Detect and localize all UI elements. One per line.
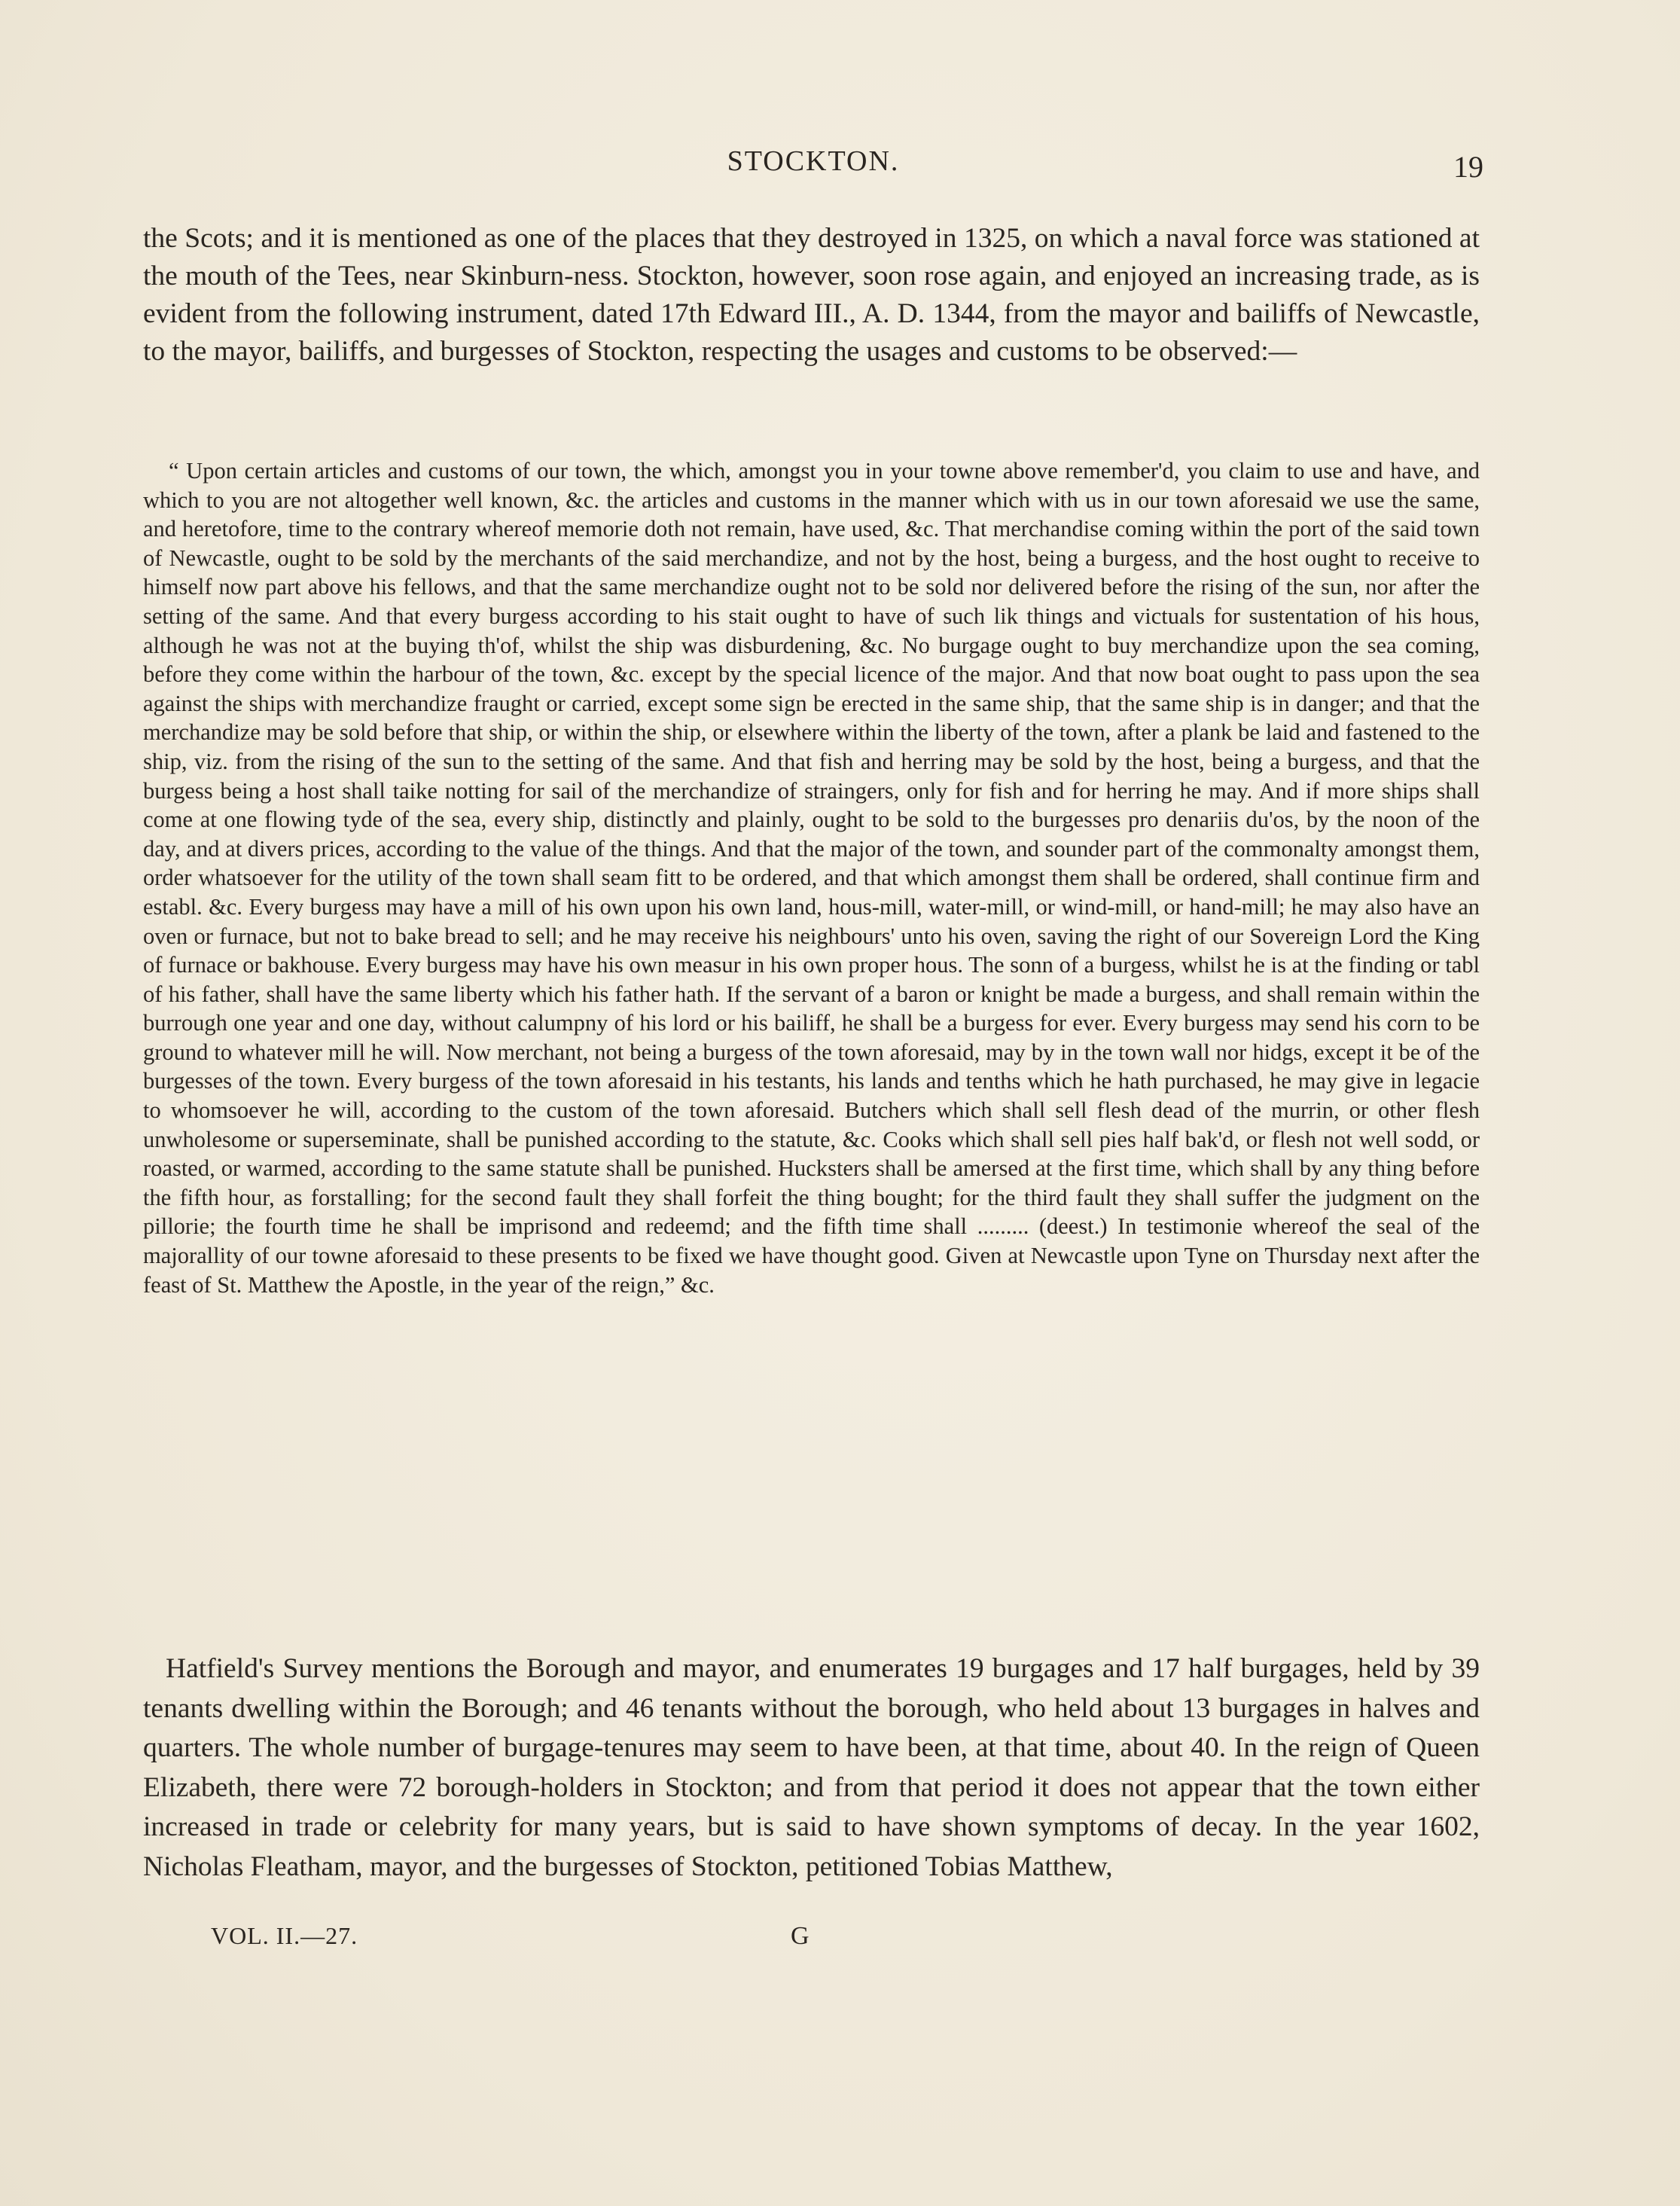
closing-paragraph <box>143 1649 1480 1887</box>
signature-mark: G <box>791 1922 810 1950</box>
quoted-instrument <box>143 456 1480 1299</box>
page-footer <box>143 1922 1483 1960</box>
closing-paragraph-text: Hatfield's Survey mentions the Borough and mayor, and enumerates 19 burgages and 17 half burgages, held by 39 tenants dwelling within the Borough; and 46 tenants without the borough, who held about 13 burgages in halves and quarters. The whole number of burgage-tenures may seem to have been, at that time, about 40. In the reign of Queen Elizabeth, there were 72 borough-holders in Stockton; and from that period it does not appear that the town either increased in trade or celebrity for many years, but is said to have shown symptoms of decay. In the year 1602, Nicholas Fleatham, mayor, and the burgesses of Stockton, petitioned Tobias Matthew, <box>143 1653 1480 1882</box>
quoted-instrument-text: “ Upon certain articles and customs of our town, the which, amongst you in your towne above remember'd, you claim to use and have, and which to you are not altogether well known, &c. the articles and customs in the manner which with us in our town aforesaid we use the same, and heretofore, time to the contrary whereof memorie doth not remain, have used, &c. That merchandise coming within the port of the said town of Newcastle, ought to be sold by the merchants of the said merchandize, and not by the host, being a burgess, and the host ought to receive to himself now part above his fellows, and that the same merchandize ought not to be sold nor delivered before the rising of the sun, nor after the setting of the same. And that every burgess according to his stait ought to have of such lik things and victuals for sustentation of his hous, although he was not at the buying th'of, whilst the ship was disburdening, &c. No burgage ought to buy merchandize upon the sea coming, before they come within the harbour of the town, &c. except by the special licence of the major. And that now boat ought to pass upon the sea against the ships with merchandize fraught or carried, except some sign be erected in the same ship, that the same ship is in danger; and that the merchandize may be sold before that ship, or within the ship, or elsewhere within the liberty of the town, after a plank be laid and fastened to the ship, viz. from the rising of the sun to the setting of the same. And that fish and herring may be sold by the host, being a burgess, and that the burgess being a host shall taike notting for sail of the merchandize of straingers, only for fish and for herring he may. And if more ships shall come at one flowing tyde of the sea, every ship, distinctly and plainly, ought to be sold to the burgesses pro denariis du'os, by the noon of the day, and at divers prices, according to the value of the things. And that the major of the town, and sounder part of the commonalty amongst them, order whatsoever for the utility of the town shall seam fitt to be ordered, and that which amongst them shall be ordered, shall continue firm and establ. &c. Every burgess may have a mill of his own upon his own land, hous-mill, water-mill, or wind-mill, or hand-mill; he may also have an oven or furnace, but not to bake bread to sell; and he may receive his neighbours' unto his oven, saving the right of our Sovereign Lord the King of furnace or bakhouse. Every burgess may have his own measur in his own proper hous. The sonn of a burgess, whilst he is at the finding or tabl of his father, shall have the same liberty which his father hath. If the servant of a baron or knight be made a burgess, and shall remain within the burrough one year and one day, without calumpny of his lord or his bailiff, he shall be a burgess for ever. Every burgess may send his corn to be ground to whatever mill he will. Now merchant, not being a burgess of the town aforesaid, may by in the town wall nor hidgs, except it be of the burgesses of the town. Every burgess of the town aforesaid in his testants, his lands and tenths which he hath purchased, he may give in legacie to whomsoever he will, according to the custom of the town aforesaid. Butchers which shall sell flesh dead of the murrin, or other flesh unwholesome or superseminate, shall be punished according to the statute, &c. Cooks which shall sell pies half bak'd, or flesh not well sodd, or roasted, or warmed, according to the same statute shall be punished. Hucksters shall be amersed at the first time, which shall by any thing before the fifth hour, as forstalling; for the second fault they shall forfeit the thing bought; for the third fault they shall suffer the judgment on the pillorie; the fourth time he shall be imprisond and redeemd; and the fifth time shall ......... (deest.) In testimonie whereof the seal of the majorallity of our towne aforesaid to these presents to be fixed we have thought good. Given at Newcastle upon Tyne on Thursday next after the feast of St. Matthew the Apostle, in the year of the reign,” &c. <box>143 458 1480 1298</box>
running-title: STOCKTON. <box>727 145 900 177</box>
opening-paragraph: the Scots; and it is mentioned as one of the places that they destroyed in 1325, on which a naval force was stationed at the mouth of the Tees, near Skinburn-ness. Stockton, however, soon rose again, and enjoyed an increasing trade, as is evident from the following instrument, dated 17th Edward III., A. D. 1344, from the mayor and bailiffs of Newcastle, to the mayor, bailiffs, and burgesses of Stockton, respecting the usages and customs to be observed:— <box>143 223 1480 367</box>
page-number: 19 <box>1453 150 1483 184</box>
page-header <box>143 145 1483 190</box>
volume-signature: VOL. II.—27. <box>211 1922 358 1949</box>
